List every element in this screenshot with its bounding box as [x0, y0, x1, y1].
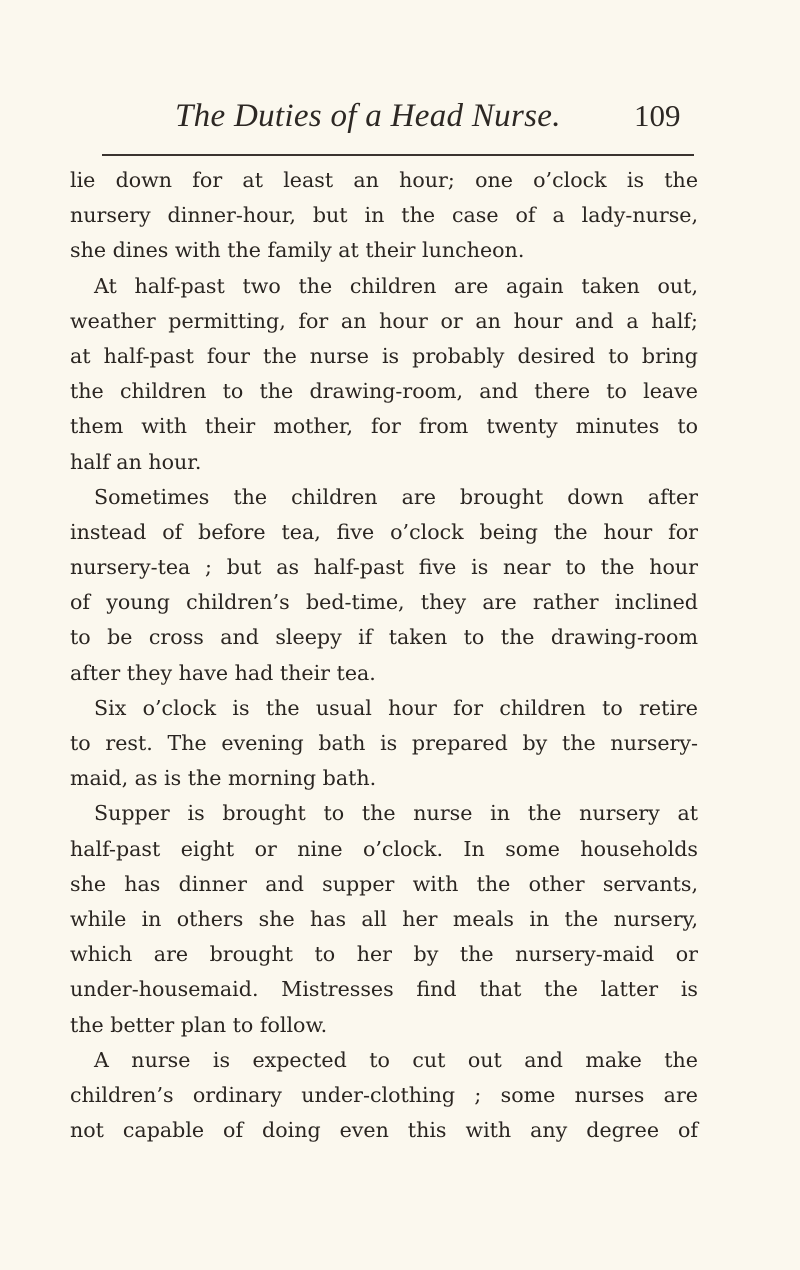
text-line: Sometimes the children are brought down after — [94, 484, 698, 509]
text-line: not capable of doing even this with any degree of — [70, 1118, 698, 1143]
text-line: the better plan to follow. — [70, 1012, 328, 1037]
text-line: half-past eight or nine o’clock. In some households — [70, 836, 698, 861]
running-head — [0, 98, 800, 138]
text-line: she dines with the family at their luncheon. — [70, 238, 525, 263]
text-line: Supper is brought to the nurse in the nursery at — [94, 801, 698, 826]
text-line: nursery-tea ; but as half-past five is near to the hour — [70, 555, 698, 580]
text-line: of young children’s bed-time, they are rather inclined — [70, 590, 698, 615]
text-line: lie down for at least an hour; one o’clock is the — [70, 168, 698, 192]
text-line: at half-past four the nurse is probably desired to bring — [70, 343, 698, 368]
page-number: 109 — [634, 98, 681, 133]
text-line: while in others she has all her meals in the nursery, — [70, 906, 698, 931]
text-line: half an hour. — [70, 449, 202, 474]
text-line: she has dinner and supper with the other servants, — [70, 871, 698, 896]
text-line: after they have had their tea. — [70, 660, 376, 685]
text-line: the children to the drawing-room, and there to leave — [70, 379, 698, 404]
text-line: to rest. The evening bath is prepared by the nursery- — [70, 731, 698, 755]
running-title: The Duties of a Head Nurse. — [175, 98, 561, 134]
text-line: children’s ordinary under-clothing ; some nurses are — [70, 1082, 698, 1107]
text-line: them with their mother, for from twenty minutes to — [70, 414, 698, 439]
text-line: maid, as is the morning bath. — [70, 766, 377, 791]
text-line: weather permitting, for an hour or an hour and a half; — [70, 308, 698, 333]
text-line: under-housemaid. Mistresses find that the latter is — [70, 977, 698, 1002]
header-rule — [102, 154, 694, 156]
text-line: instead of before tea, five o’clock being the hour for — [70, 519, 698, 544]
body-text — [70, 163, 698, 1148]
text-line: to be cross and sleepy if taken to the drawing-room — [70, 625, 698, 650]
text-line: At half-past two the children are again taken out, — [94, 273, 698, 298]
text-line: A nurse is expected to cut out and make the — [94, 1047, 698, 1072]
text-line: which are brought to her by the nursery-maid or — [70, 942, 698, 967]
text-line: Six o’clock is the usual hour for children to retire — [94, 695, 698, 720]
text-line: nursery dinner-hour, but in the case of a lady-nurse, — [70, 203, 698, 228]
